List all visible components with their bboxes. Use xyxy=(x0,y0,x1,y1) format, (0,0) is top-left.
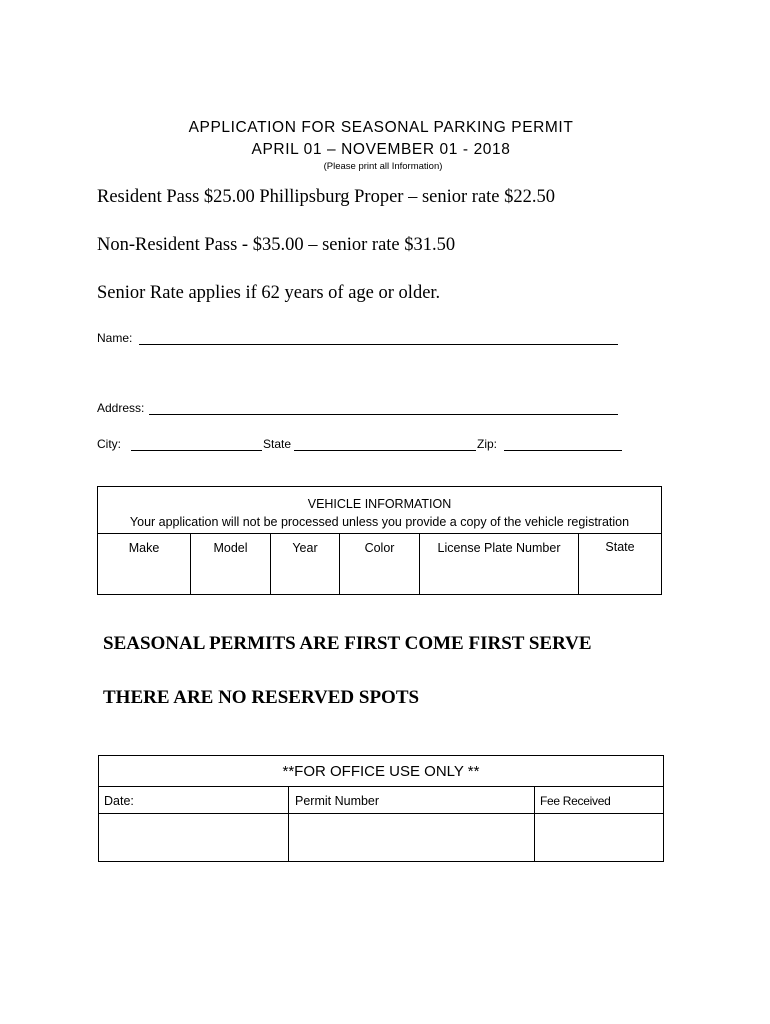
city-label: City: xyxy=(97,437,121,451)
vehicle-information-table xyxy=(97,486,662,595)
office-fee-received-label: Fee Received xyxy=(540,794,611,808)
first-come-notice: SEASONAL PERMITS ARE FIRST COME FIRST SERVE xyxy=(103,633,592,654)
no-reserved-notice: THERE ARE NO RESERVED SPOTS xyxy=(103,687,420,708)
non-resident-rate: Non-Resident Pass - $35.00 – senior rate $31.50 xyxy=(97,235,456,255)
state-label: State xyxy=(263,437,292,451)
vehicle-table-subtitle: Your application will not be processed unless you provide a copy of the vehicle registration xyxy=(129,515,630,529)
vehicle-state-cell[interactable] xyxy=(579,534,661,595)
senior-rate-note: Senior Rate applies if 62 years of age or older. xyxy=(97,283,441,303)
form-title: APPLICATION FOR SEASONAL PARKING PERMIT xyxy=(188,119,574,136)
office-permit-number-label: Permit Number xyxy=(295,794,380,808)
print-note: (Please print all Information) xyxy=(323,161,443,172)
column-header-year: Year xyxy=(292,541,318,555)
office-use-title: **FOR OFFICE USE ONLY ** xyxy=(99,756,663,787)
column-header-make: Make xyxy=(128,541,160,555)
name-field[interactable] xyxy=(139,344,618,345)
permit-dates: APRIL 01 – NOVEMBER 01 - 2018 xyxy=(251,141,511,158)
vehicle-table-title: VEHICLE INFORMATION xyxy=(307,497,452,511)
column-header-model: Model xyxy=(213,541,248,555)
vehicle-model-cell[interactable] xyxy=(191,534,271,595)
zip-label: Zip: xyxy=(477,437,498,451)
name-label: Name: xyxy=(97,331,133,345)
zip-field[interactable] xyxy=(504,450,622,451)
vehicle-make-cell[interactable] xyxy=(98,534,191,595)
state-field[interactable] xyxy=(294,450,476,451)
address-label: Address: xyxy=(97,401,145,415)
resident-rate: Resident Pass $25.00 Phillipsburg Proper – senior rate $22.50 xyxy=(97,187,556,207)
office-date-label: Date: xyxy=(104,794,134,808)
vehicle-table-header xyxy=(98,487,661,534)
city-field[interactable] xyxy=(131,450,262,451)
vehicle-year-cell[interactable] xyxy=(271,534,340,595)
column-header-color: Color xyxy=(364,541,395,555)
vehicle-license-plate-cell[interactable] xyxy=(420,534,579,595)
address-field[interactable] xyxy=(149,414,618,415)
vehicle-color-cell[interactable] xyxy=(340,534,420,595)
column-header-state: State xyxy=(605,540,635,554)
office-use-table xyxy=(98,755,664,862)
column-header-license-plate: License Plate Number xyxy=(437,541,561,555)
